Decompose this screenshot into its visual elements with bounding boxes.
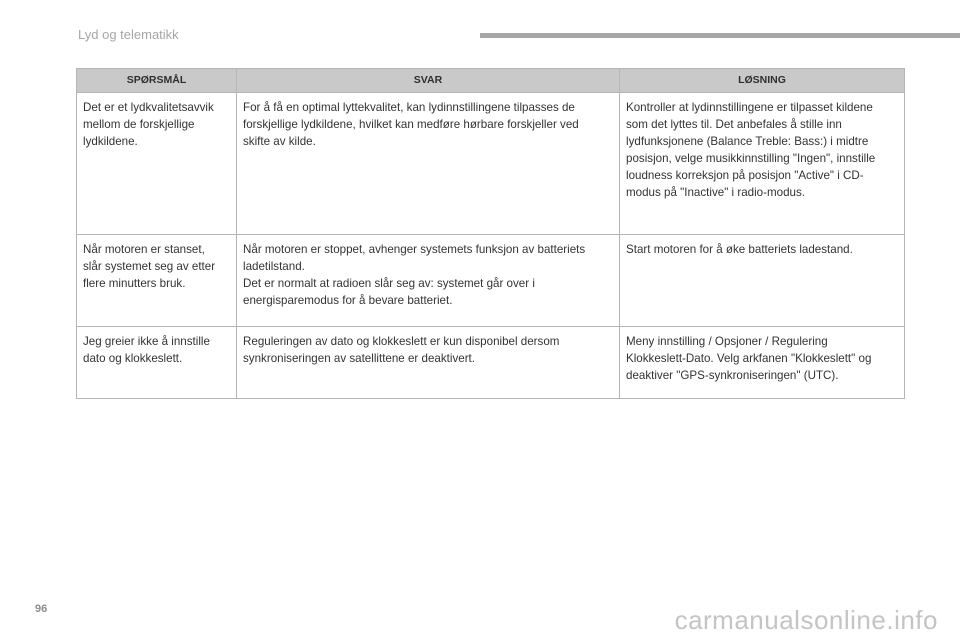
cell-line: slår systemet seg av etter bbox=[83, 260, 216, 273]
cell-line: ladetilstand. bbox=[243, 260, 305, 273]
section-title: Lyd og telematikk bbox=[78, 27, 179, 42]
answer-cell bbox=[237, 327, 620, 399]
cell-line: Når motoren er stoppet, avhenger systemets funksjon av batteriets bbox=[243, 243, 586, 256]
cell-line: skifte av kilde. bbox=[243, 135, 316, 148]
solution-cell bbox=[620, 327, 905, 399]
cell-line: modus på "Inactive" i radio-modus. bbox=[626, 186, 806, 199]
cell-line: mellom de forskjellige bbox=[83, 118, 195, 131]
table-row bbox=[77, 327, 905, 399]
cell-line: Når motoren er stanset, bbox=[83, 243, 205, 256]
cell-line: lydfunksjonene (Balance Treble: Bass:) i midtre bbox=[626, 135, 869, 148]
cell-line: Start motoren for å øke batteriets ladestand. bbox=[626, 243, 853, 256]
cell-line: forskjellige lydkildene, hvilket kan medføre hørbare forskjeller ved bbox=[243, 118, 579, 131]
cell-line: energisparemodus for å bevare batteriet. bbox=[243, 294, 453, 307]
cell-line: loudness korreksjon på posisjon "Active" i CD- bbox=[626, 169, 864, 182]
page-number: 96 bbox=[35, 603, 48, 615]
solution-cell bbox=[620, 235, 905, 327]
answer-cell bbox=[237, 235, 620, 327]
cell-line: Kontroller at lydinnstillingene er tilpasset kildene bbox=[626, 101, 873, 114]
table-row bbox=[77, 235, 905, 327]
cell-line: Meny innstilling / Opsjoner / Regulering bbox=[626, 335, 828, 348]
cell-line: lydkildene. bbox=[83, 135, 138, 148]
troubleshooting-table bbox=[76, 68, 905, 399]
cell-line: Det er et lydkvalitetsavvik bbox=[83, 101, 214, 114]
cell-line: dato og klokkeslett. bbox=[83, 352, 183, 365]
cell-line: Klokkeslett-Dato. Velg arkfanen "Klokkeslett" og bbox=[626, 352, 872, 365]
column-header-answer: SVAR bbox=[237, 69, 620, 93]
header-divider-bar bbox=[480, 33, 960, 38]
cell-line: For å få en optimal lyttekvalitet, kan lydinnstillingene tilpasses de bbox=[243, 101, 575, 114]
answer-cell bbox=[237, 93, 620, 235]
column-header-solution: LØSNING bbox=[620, 69, 905, 93]
table-header-row bbox=[77, 69, 905, 93]
question-cell bbox=[77, 93, 237, 235]
cell-line: Det er normalt at radioen slår seg av: systemet går over i bbox=[243, 277, 535, 290]
column-header-question: SPØRSMÅL bbox=[77, 69, 237, 93]
question-cell bbox=[77, 235, 237, 327]
cell-line: deaktiver "GPS-synkroniseringen" (UTC). bbox=[626, 369, 839, 382]
cell-line: synkroniseringen av satellittene er deaktivert. bbox=[243, 352, 475, 365]
question-cell bbox=[77, 327, 237, 399]
table-row bbox=[77, 93, 905, 235]
cell-line: som det lyttes til. Det anbefales å stille inn bbox=[626, 118, 842, 131]
cell-line: flere minutters bruk. bbox=[83, 277, 186, 290]
cell-line: Jeg greier ikke å innstille bbox=[83, 335, 210, 348]
solution-cell bbox=[620, 93, 905, 235]
watermark: carmanualsonline.info bbox=[674, 605, 938, 635]
cell-line: Reguleringen av dato og klokkeslett er kun disponibel dersom bbox=[243, 335, 560, 348]
cell-line: posisjon, velge musikkinnstilling "Ingen", innstille bbox=[626, 152, 876, 165]
